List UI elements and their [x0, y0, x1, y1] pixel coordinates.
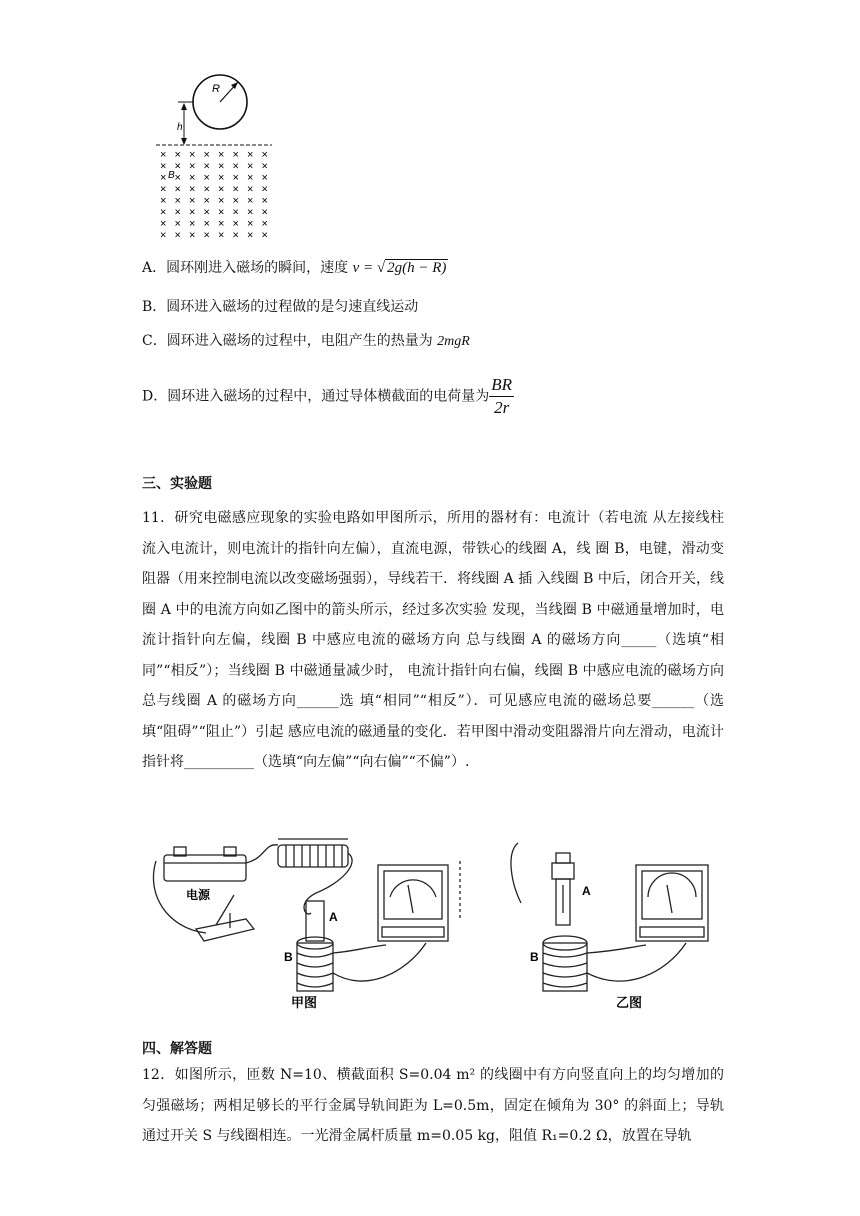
field-cross: × — [174, 160, 181, 173]
field-cross: × — [189, 149, 196, 161]
field-cross: × — [174, 149, 181, 161]
h-arrow-up — [181, 103, 187, 110]
power-supply — [164, 855, 246, 881]
field-cross: × — [189, 195, 196, 207]
label-h: h — [177, 122, 183, 133]
field-cross: × — [218, 229, 225, 240]
field-cross: × — [203, 229, 210, 240]
field-cross: × — [261, 229, 268, 240]
option-c — [142, 331, 470, 352]
field-cross: × — [203, 160, 210, 173]
galvanometer-yi — [636, 865, 708, 941]
label-coil-a: A — [329, 910, 338, 924]
field-cross: × — [261, 195, 268, 207]
field-cross: × — [160, 149, 167, 161]
field-cross: × — [232, 160, 239, 173]
field-cross: × — [174, 172, 181, 184]
field-cross: × — [247, 172, 254, 184]
option-d-text: D．圆环进入磁场的过程中，通过导体横截面的电荷量为 — [142, 388, 490, 405]
field-cross: × — [247, 160, 254, 173]
question-12 — [142, 1060, 724, 1152]
field-cross: × — [232, 183, 239, 196]
field-cross: × — [247, 183, 254, 196]
field-cross: × — [203, 183, 210, 196]
field-cross: × — [247, 149, 254, 161]
field-cross: × — [160, 206, 167, 219]
field-cross: × — [174, 229, 181, 240]
field-cross: × — [261, 218, 268, 230]
field-cross: × — [160, 218, 167, 230]
field-cross: × — [261, 183, 268, 196]
field-cross: × — [218, 149, 225, 161]
field-cross: × — [160, 195, 167, 207]
option-c-formula: 2mgR — [437, 334, 470, 349]
caption-yi: 乙图 — [616, 995, 643, 1010]
field-cross: × — [247, 229, 254, 240]
field-crosses — [160, 149, 268, 240]
field-cross: × — [160, 160, 167, 173]
field-cross: × — [261, 149, 268, 161]
field-cross: × — [232, 229, 239, 240]
field-cross: × — [232, 172, 239, 184]
label-R: R — [212, 83, 220, 95]
caption-jia: 甲图 — [291, 995, 318, 1010]
coil-a — [306, 901, 324, 941]
knife-switch — [196, 919, 254, 941]
field-cross: × — [247, 195, 254, 207]
question-11-text: 11．研究电磁感应现象的实验电路如甲图所示，所用的器材有：电流计（若电流 从左接线柱流入电流计，则电流计的指针向左偏），直流电源，带铁心的线圈 A，线 圈 B，电键，滑动变阻器（用来控制电流以改变磁场强弱），导线若干．将线圈 A 插 入线圈 B 中后，闭合开关，线圈 A 中的电流方向如乙图中的箭头所示，经过多次实验 发现，当线圈 B 中磁通量增加时，电流计指针向左偏，线圈 B 中感应电流的磁场方向 总与线圈 A 的磁场方向_____（选填“相同”“相反”）；当线圈 B 中磁通量减少时， 电流计指针向右偏，线圈 B 中感应电流的磁场方向总与线圈 A 的磁场方向______选 填“相同”“相反”）．可见感应电流的磁场总要______（选填“阻碍”“阻止”）引起 感应电流的磁通量的变化．若甲图中滑动变阻器滑片向左滑动，电流计指针将__________（选填“向左偏”“向右偏”“不偏”）. — [142, 510, 724, 770]
label-coil-b-yi: B — [530, 950, 539, 964]
field-cross: × — [232, 218, 239, 230]
field-cross: × — [218, 183, 225, 196]
section-3-heading: 三、实验题 — [142, 476, 212, 492]
field-cross: × — [218, 195, 225, 207]
option-b-text: B．圆环进入磁场的过程做的是匀速直线运动 — [142, 299, 419, 315]
field-cross: × — [189, 160, 196, 173]
option-a-formula: v = √ 2g(h − R) — [352, 260, 447, 276]
field-cross: × — [218, 172, 225, 184]
field-cross: × — [174, 206, 181, 219]
field-cross: × — [160, 229, 167, 240]
circuit-figure — [146, 833, 726, 1013]
field-cross: × — [261, 206, 268, 219]
field-cross: × — [174, 183, 181, 196]
field-cross: × — [189, 183, 196, 196]
field-cross: × — [261, 172, 268, 184]
field-cross: × — [174, 218, 181, 230]
option-a — [142, 258, 448, 278]
question-11 — [142, 503, 724, 778]
field-cross: × — [203, 218, 210, 230]
option-b — [142, 297, 418, 317]
field-cross: × — [232, 206, 239, 219]
field-cross: × — [189, 218, 196, 230]
option-a-text: A．圆环刚进入磁场的瞬间，速度 — [142, 260, 353, 276]
option-d-fraction — [489, 374, 514, 419]
label-B: B — [168, 170, 175, 181]
option-c-text: C．圆环进入磁场的过程中，电阻产生的热量为 — [142, 333, 438, 349]
field-cross: × — [218, 160, 225, 173]
field-cross: × — [189, 206, 196, 219]
field-cross: × — [247, 206, 254, 219]
label-coil-b: B — [284, 950, 293, 964]
field-cross: × — [189, 229, 196, 240]
field-cross: × — [218, 218, 225, 230]
label-power: 电源 — [186, 888, 211, 902]
field-cross: × — [160, 183, 167, 196]
field-cross: × — [247, 218, 254, 230]
field-cross: × — [261, 160, 268, 173]
field-cross: × — [218, 206, 225, 219]
field-cross: × — [232, 149, 239, 161]
field-cross: × — [203, 149, 210, 161]
h-arrow-down — [181, 138, 187, 145]
label-coil-a-yi: A — [582, 884, 591, 898]
fraction-denominator: 2r — [494, 398, 510, 417]
coil-a-yi — [552, 863, 574, 879]
ring-field-figure — [150, 70, 290, 240]
galvanometer-jia — [378, 865, 448, 941]
rheostat — [278, 845, 348, 867]
fraction-numerator: BR — [489, 374, 514, 397]
field-cross: × — [203, 195, 210, 207]
field-cross: × — [203, 172, 210, 184]
section-4-heading: 四、解答题 — [142, 1041, 212, 1057]
option-d — [142, 374, 514, 419]
question-12-text: 12．如图所示，匝数 N=10、横截面积 S=0.04 m² 的线圈中有方向竖直向上的均匀增加的匀强磁场；两相足够长的平行金属导轨间距为 L=0.5m，固定在倾角为 30° 的斜面上；导轨通过开关 S 与线圈相连。一光滑金属杆质量 m=0.05 kg，阻值 R₁=0.2 Ω，放置在导轨 — [142, 1067, 724, 1144]
field-cross: × — [160, 172, 167, 184]
field-cross: × — [189, 172, 196, 184]
field-cross: × — [203, 206, 210, 219]
field-cross: × — [232, 195, 239, 207]
field-cross: × — [174, 195, 181, 207]
